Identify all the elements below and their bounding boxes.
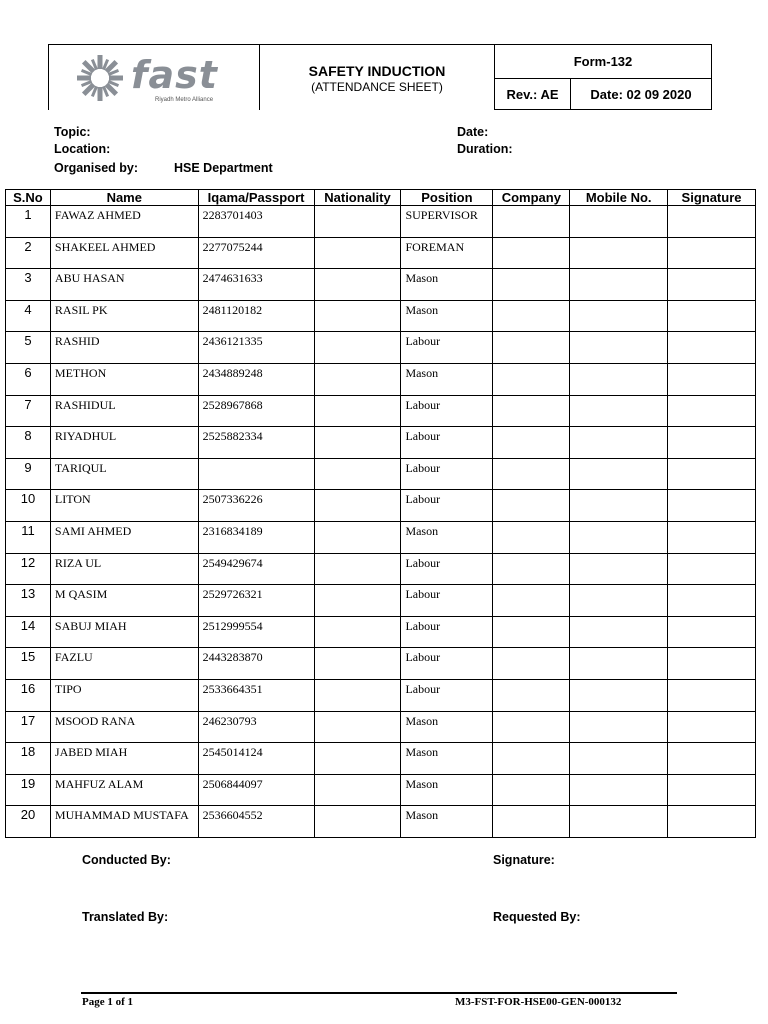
cell-iqama: 2533664351 <box>198 679 314 711</box>
cell-company <box>493 269 570 301</box>
cell-company <box>493 648 570 680</box>
cell-company <box>493 743 570 775</box>
form-date: Date: 02 09 2020 <box>590 87 692 102</box>
cell-position: SUPERVISOR <box>401 206 493 238</box>
cell-sno: 5 <box>6 332 51 364</box>
cell-signature <box>668 679 756 711</box>
cell-mobile <box>570 553 668 585</box>
logo-tagline: Riyadh Metro Alliance <box>155 97 214 103</box>
cell-company <box>493 300 570 332</box>
cell-sno: 17 <box>6 711 51 743</box>
cell-position: Mason <box>401 300 493 332</box>
cell-sno: 14 <box>6 616 51 648</box>
cell-name: SAMI AHMED <box>50 521 198 553</box>
form-number: Form-132 <box>495 45 711 79</box>
table-row <box>6 679 756 711</box>
table-row <box>6 490 756 522</box>
cell-position: Mason <box>401 743 493 775</box>
cell-mobile <box>570 363 668 395</box>
logo-wordmark: fast <box>131 53 218 97</box>
cell-sno: 9 <box>6 458 51 490</box>
cell-company <box>493 711 570 743</box>
cell-name: METHON <box>50 363 198 395</box>
cell-sno: 20 <box>6 806 51 838</box>
column-header-sno: S.No <box>6 190 51 206</box>
cell-position: Mason <box>401 363 493 395</box>
cell-iqama: 2512999554 <box>198 616 314 648</box>
cell-iqama: 2481120182 <box>198 300 314 332</box>
cell-sno: 2 <box>6 237 51 269</box>
cell-company <box>493 521 570 553</box>
table-row <box>6 237 756 269</box>
cell-company <box>493 616 570 648</box>
cell-sno: 6 <box>6 363 51 395</box>
cell-sno: 16 <box>6 679 51 711</box>
cell-nationality <box>314 553 401 585</box>
cell-sno: 1 <box>6 206 51 238</box>
cell-nationality <box>314 332 401 364</box>
table-row <box>6 300 756 332</box>
title-cell <box>260 44 494 110</box>
cell-iqama: 2545014124 <box>198 743 314 775</box>
cell-position: Labour <box>401 553 493 585</box>
table-header-row <box>6 190 756 206</box>
table-row <box>6 521 756 553</box>
cell-company <box>493 458 570 490</box>
cell-sno: 3 <box>6 269 51 301</box>
cell-position: Labour <box>401 332 493 364</box>
cell-sno: 4 <box>6 300 51 332</box>
cell-name: RIZA UL <box>50 553 198 585</box>
organised-label: Organised by: <box>54 161 139 175</box>
location-label: Location: <box>54 142 111 156</box>
cell-iqama: 2443283870 <box>198 648 314 680</box>
cell-mobile <box>570 774 668 806</box>
cell-signature <box>668 206 756 238</box>
cell-mobile <box>570 585 668 617</box>
cell-signature <box>668 458 756 490</box>
cell-name: RIYADHUL <box>50 427 198 459</box>
cell-name: RASHIDUL <box>50 395 198 427</box>
cell-signature <box>668 363 756 395</box>
cell-name: FAZLU <box>50 648 198 680</box>
cell-mobile <box>570 427 668 459</box>
cell-iqama: 2525882334 <box>198 427 314 459</box>
revision: Rev.: AE <box>495 79 571 110</box>
duration-label: Duration: <box>457 142 513 156</box>
cell-iqama: 2436121335 <box>198 332 314 364</box>
column-header-nationality: Nationality <box>314 190 401 206</box>
table-row <box>6 806 756 838</box>
table-row <box>6 585 756 617</box>
cell-position: Mason <box>401 521 493 553</box>
cell-name: MUHAMMAD MUSTAFA <box>50 806 198 838</box>
cell-position: Mason <box>401 774 493 806</box>
cell-iqama: 2434889248 <box>198 363 314 395</box>
cell-company <box>493 679 570 711</box>
topic-label: Topic: <box>54 125 91 139</box>
cell-mobile <box>570 743 668 775</box>
cell-nationality <box>314 806 401 838</box>
table-row <box>6 332 756 364</box>
column-header-mobile: Mobile No. <box>570 190 668 206</box>
cell-company <box>493 237 570 269</box>
cell-signature <box>668 269 756 301</box>
cell-signature <box>668 332 756 364</box>
cell-signature <box>668 711 756 743</box>
column-header-name: Name <box>50 190 198 206</box>
cell-mobile <box>570 206 668 238</box>
cell-sno: 8 <box>6 427 51 459</box>
cell-sno: 18 <box>6 743 51 775</box>
cell-company <box>493 553 570 585</box>
cell-iqama: 2283701403 <box>198 206 314 238</box>
cell-company <box>493 490 570 522</box>
cell-position: Mason <box>401 806 493 838</box>
cell-mobile <box>570 679 668 711</box>
cell-sno: 7 <box>6 395 51 427</box>
requested-by-label: Requested By: <box>493 910 581 924</box>
cell-signature <box>668 585 756 617</box>
page-number: Page 1 of 1 <box>82 996 134 1008</box>
cell-name: RASIL PK <box>50 300 198 332</box>
cell-mobile <box>570 521 668 553</box>
cell-name: M QASIM <box>50 585 198 617</box>
cell-name: SABUJ MIAH <box>50 616 198 648</box>
cell-nationality <box>314 616 401 648</box>
cell-company <box>493 395 570 427</box>
cell-signature <box>668 806 756 838</box>
cell-mobile <box>570 395 668 427</box>
cell-nationality <box>314 458 401 490</box>
cell-sno: 11 <box>6 521 51 553</box>
cell-company <box>493 427 570 459</box>
table-row <box>6 458 756 490</box>
cell-name: LITON <box>50 490 198 522</box>
cell-nationality <box>314 648 401 680</box>
cell-sno: 12 <box>6 553 51 585</box>
cell-position: Labour <box>401 490 493 522</box>
cell-position: Labour <box>401 427 493 459</box>
cell-iqama <box>198 458 314 490</box>
table-row <box>6 553 756 585</box>
column-header-company: Company <box>493 190 570 206</box>
conducted-by-label: Conducted By: <box>82 853 171 867</box>
cell-signature <box>668 648 756 680</box>
cell-nationality <box>314 711 401 743</box>
cell-company <box>493 806 570 838</box>
cell-iqama: 246230793 <box>198 711 314 743</box>
column-header-iqama: Iqama/Passport <box>198 190 314 206</box>
organised-value: HSE Department <box>174 161 273 175</box>
table-row <box>6 206 756 238</box>
cell-name: TARIQUL <box>50 458 198 490</box>
cell-name: FAWAZ AHMED <box>50 206 198 238</box>
cell-sno: 13 <box>6 585 51 617</box>
cell-iqama: 2507336226 <box>198 490 314 522</box>
cell-company <box>493 206 570 238</box>
cell-signature <box>668 774 756 806</box>
cell-signature <box>668 490 756 522</box>
cell-signature <box>668 300 756 332</box>
attendance-table <box>5 189 756 838</box>
document-code: M3-FST-FOR-HSE00-GEN-000132 <box>455 996 622 1008</box>
cell-nationality <box>314 490 401 522</box>
cell-company <box>493 332 570 364</box>
cell-mobile <box>570 616 668 648</box>
table-row <box>6 774 756 806</box>
cell-mobile <box>570 806 668 838</box>
document-subtitle: (ATTENDANCE SHEET) <box>311 80 443 94</box>
cell-mobile <box>570 490 668 522</box>
cell-mobile <box>570 300 668 332</box>
cell-mobile <box>570 711 668 743</box>
cell-nationality <box>314 427 401 459</box>
cell-iqama: 2506844097 <box>198 774 314 806</box>
cell-name: RASHID <box>50 332 198 364</box>
cell-iqama: 2474631633 <box>198 269 314 301</box>
cell-signature <box>668 427 756 459</box>
cell-signature <box>668 395 756 427</box>
cell-iqama: 2529726321 <box>198 585 314 617</box>
cell-sno: 10 <box>6 490 51 522</box>
cell-mobile <box>570 458 668 490</box>
cell-nationality <box>314 206 401 238</box>
table-row <box>6 395 756 427</box>
cell-iqama: 2277075244 <box>198 237 314 269</box>
cell-mobile <box>570 648 668 680</box>
cell-sno: 19 <box>6 774 51 806</box>
cell-name: ABU HASAN <box>50 269 198 301</box>
cell-signature <box>668 237 756 269</box>
cell-nationality <box>314 774 401 806</box>
cell-nationality <box>314 679 401 711</box>
cell-nationality <box>314 237 401 269</box>
column-header-position: Position <box>401 190 493 206</box>
table-row <box>6 648 756 680</box>
cell-company <box>493 585 570 617</box>
cell-signature <box>668 616 756 648</box>
cell-mobile <box>570 269 668 301</box>
cell-position: Labour <box>401 648 493 680</box>
table-row <box>6 427 756 459</box>
cell-signature <box>668 743 756 775</box>
cell-iqama: 2528967868 <box>198 395 314 427</box>
cell-company <box>493 363 570 395</box>
cell-nationality <box>314 585 401 617</box>
fast-logo-icon <box>69 55 131 101</box>
document-title: SAFETY INDUCTION <box>308 63 446 79</box>
cell-signature <box>668 521 756 553</box>
footer-rule <box>81 992 677 994</box>
table-row <box>6 269 756 301</box>
cell-name: SHAKEEL AHMED <box>50 237 198 269</box>
cell-name: JABED MIAH <box>50 743 198 775</box>
cell-position: Mason <box>401 269 493 301</box>
cell-nationality <box>314 395 401 427</box>
cell-nationality <box>314 521 401 553</box>
cell-position: Labour <box>401 585 493 617</box>
cell-mobile <box>570 332 668 364</box>
cell-company <box>493 774 570 806</box>
cell-position: Labour <box>401 395 493 427</box>
table-row <box>6 363 756 395</box>
column-header-signature: Signature <box>668 190 756 206</box>
cell-nationality <box>314 300 401 332</box>
cell-position: FOREMAN <box>401 237 493 269</box>
cell-position: Mason <box>401 711 493 743</box>
cell-name: TIPO <box>50 679 198 711</box>
cell-iqama: 2316834189 <box>198 521 314 553</box>
cell-name: MAHFUZ ALAM <box>50 774 198 806</box>
cell-name: MSOOD RANA <box>50 711 198 743</box>
signature-label: Signature: <box>493 853 555 867</box>
cell-nationality <box>314 743 401 775</box>
cell-nationality <box>314 269 401 301</box>
cell-position: Labour <box>401 679 493 711</box>
form-header <box>48 44 712 110</box>
date-label: Date: <box>457 125 489 139</box>
table-row <box>6 711 756 743</box>
table-row <box>6 616 756 648</box>
cell-iqama: 2549429674 <box>198 553 314 585</box>
cell-nationality <box>314 363 401 395</box>
cell-position: Labour <box>401 458 493 490</box>
cell-mobile <box>570 237 668 269</box>
cell-iqama: 2536604552 <box>198 806 314 838</box>
table-row <box>6 743 756 775</box>
form-info-cell <box>494 44 712 110</box>
logo-cell <box>48 44 260 110</box>
cell-signature <box>668 553 756 585</box>
cell-sno: 15 <box>6 648 51 680</box>
cell-position: Labour <box>401 616 493 648</box>
translated-by-label: Translated By: <box>82 910 169 924</box>
